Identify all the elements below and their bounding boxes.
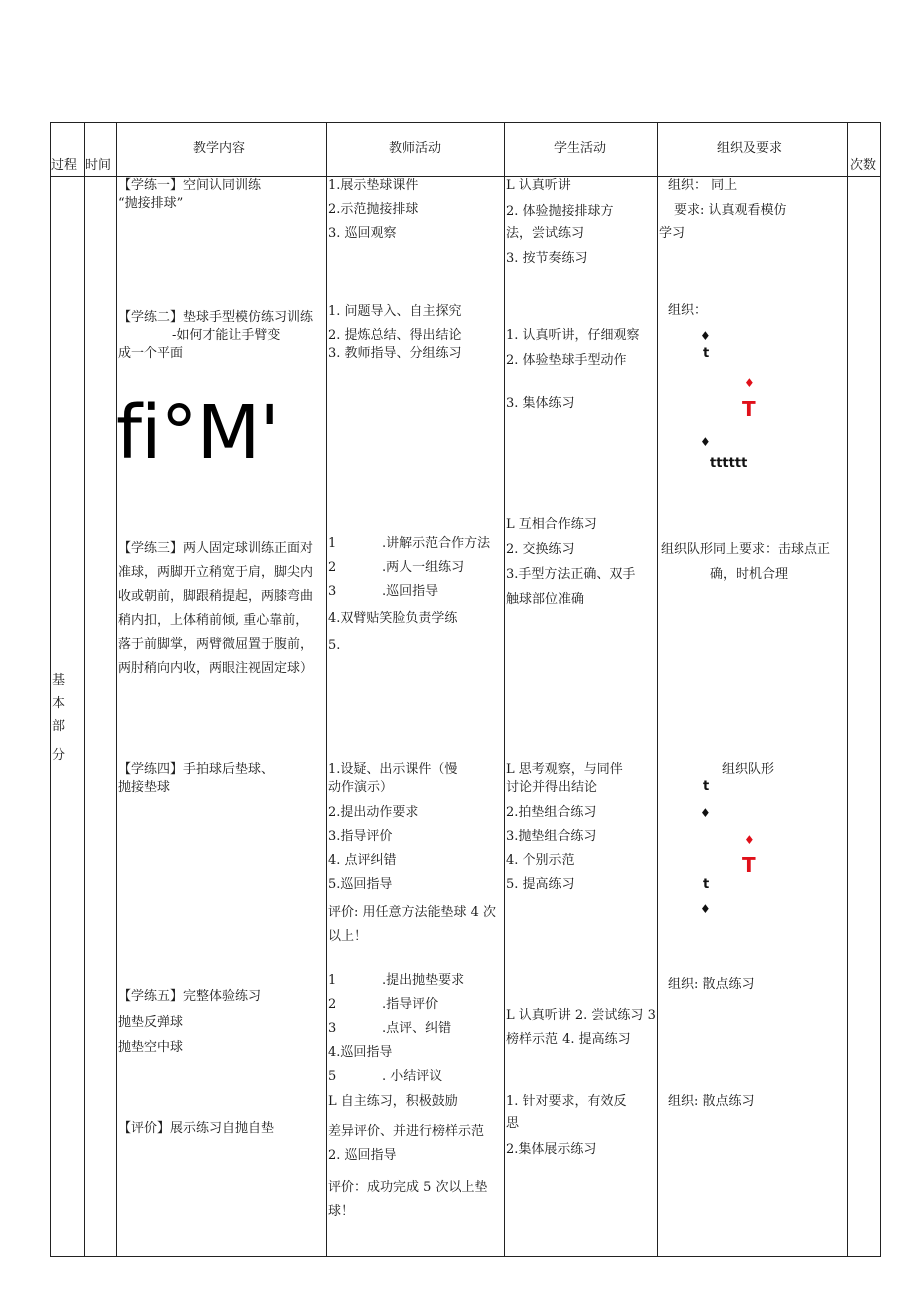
column-divider (116, 122, 117, 1257)
student-text: 5. 提高练习 (506, 877, 575, 892)
org-text: 组织: 散点练习 (668, 1094, 755, 1109)
student-text: 2.拍垫组合练习 (506, 805, 597, 820)
player-row-icon: tttttt (710, 456, 748, 471)
student-text: 3.抛垫组合练习 (506, 829, 597, 844)
student-text: 1. 针对要求，有效反 (506, 1094, 627, 1109)
garbled-large-text: fi°M' (116, 390, 279, 476)
teacher-text: 2.提出动作要求 (328, 805, 419, 820)
student-text: L 认真听讲 (506, 178, 571, 193)
content-text: 【学练五】完整体验练习 (118, 989, 262, 1004)
column-divider (326, 122, 327, 1257)
player-diamond-icon: ♦ (700, 902, 711, 916)
student-text: 2. 体验抛接排球方 (506, 204, 614, 219)
teacher-text: 1. 问题导入、自主探究 (328, 304, 462, 319)
teacher-text: L 自主练习，积极鼓励 (328, 1094, 458, 1109)
content-text: 抛接垫球 (118, 780, 171, 795)
teacher-text: 球！ (328, 1204, 355, 1219)
org-text: 组织： (668, 303, 708, 318)
column-divider (504, 122, 505, 1257)
teacher-text: . 小结评议 (382, 1069, 443, 1084)
teacher-text: 以上！ (328, 929, 368, 944)
student-text: 3.手型方法正确、双手 (506, 567, 636, 582)
player-marker-icon: t (703, 346, 710, 361)
teacher-num: 5 (328, 1069, 337, 1084)
student-text: 1. 认真听讲，仔细观察 (506, 328, 640, 343)
content-text: 稍内扣，上体稍前倾, 重心靠前， (118, 613, 309, 628)
section-label-char: 部 (52, 719, 66, 734)
column-divider (847, 122, 848, 1257)
content-text: “抛接排球” (118, 196, 184, 211)
header-student: 学生活动 (554, 141, 607, 156)
content-text: 抛垫空中球 (118, 1040, 184, 1055)
student-text: 2. 交换练习 (506, 542, 575, 557)
teacher-text: .指导评价 (382, 997, 439, 1012)
teacher-num: 1 (328, 973, 337, 988)
teacher-text: .提出抛垫要求 (382, 973, 465, 988)
teacher-text: 3. 教师指导、分组练习 (328, 346, 462, 361)
teacher-text: 4.双臂贴笑脸负责学练 (328, 611, 458, 626)
org-text: 学习 (659, 226, 686, 241)
player-diamond-icon: ♦ (700, 806, 711, 820)
student-text: 榜样示范 4. 提高练习 (506, 1032, 631, 1047)
student-text: 法，尝试练习 (506, 226, 585, 241)
teacher-num: 3 (328, 584, 337, 599)
teacher-diamond-icon: ♦ (744, 376, 755, 390)
teacher-text: 2. 巡回指导 (328, 1148, 397, 1163)
section-label-char: 分 (52, 748, 66, 763)
teacher-text: 2. 提炼总结、得出结论 (328, 328, 462, 343)
section-label-char: 基 (52, 673, 66, 688)
student-text: L 互相合作练习 (506, 517, 597, 532)
header-count: 次数 (850, 158, 877, 173)
teacher-text: 评价: 用任意方法能垫球 4 次 (328, 905, 497, 920)
header-organization: 组织及要求 (717, 141, 783, 156)
column-divider (657, 122, 658, 1257)
content-text: 准球，两脚开立稍宽于肩，脚尖内 (118, 565, 314, 580)
header-divider (50, 176, 881, 177)
player-marker-icon: t (703, 779, 710, 794)
teacher-marker-icon: T (742, 853, 756, 877)
content-text: 收或朝前，脚跟稍提起，两膝弯曲 (118, 589, 314, 604)
player-diamond-icon: ♦ (700, 435, 711, 449)
teacher-text: 评价：成功完成 5 次以上垫 (328, 1180, 488, 1195)
student-text: 2. 体验垫球手型动作 (506, 353, 627, 368)
teacher-text: 3. 巡回观察 (328, 226, 397, 241)
lesson-table (50, 122, 881, 1257)
teacher-diamond-icon: ♦ (744, 833, 755, 847)
content-text: -如何才能让手臂变 (172, 328, 281, 343)
header-process: 过程 (51, 158, 78, 173)
org-text: 组织： 同上 (668, 178, 738, 193)
section-label-char: 本 (52, 696, 66, 711)
content-text: 抛垫反弹球 (118, 1015, 184, 1030)
content-text: 成一个平面 (118, 346, 184, 361)
teacher-text: .讲解示范合作方法 (382, 536, 491, 551)
student-text: 4. 个别示范 (506, 853, 575, 868)
teacher-text: 3.指导评价 (328, 829, 393, 844)
player-diamond-icon: ♦ (700, 329, 711, 343)
header-content: 教学内容 (193, 141, 246, 156)
content-text: 【评价】展示练习自抛自垫 (118, 1121, 275, 1136)
header-time: 时间 (85, 158, 112, 173)
org-text: 确，时机合理 (710, 567, 789, 582)
teacher-text: 1.展示垫球课件 (328, 178, 419, 193)
teacher-text: 4. 点评纠错 (328, 853, 397, 868)
content-text: 【学练三】两人固定球训练正面对 (118, 541, 314, 556)
student-text: 2.集体展示练习 (506, 1142, 597, 1157)
org-text: 组织队形 (722, 762, 775, 777)
teacher-text: 4.巡回指导 (328, 1045, 393, 1060)
teacher-text: 动作演示） (328, 780, 394, 795)
content-text: 两肘稍向内收，两眼注视固定球） (118, 661, 314, 676)
teacher-num: 3 (328, 1021, 337, 1036)
student-text: 触球部位准确 (506, 592, 585, 607)
student-text: L 认真听讲 2. 尝试练习 3 (506, 1008, 656, 1023)
teacher-marker-icon: T (742, 397, 756, 421)
teacher-num: 2 (328, 997, 337, 1012)
teacher-text: .巡回指导 (382, 584, 439, 599)
student-text: 3. 按节奏练习 (506, 251, 588, 266)
org-text: 要求: 认真观看模仿 (674, 203, 787, 218)
content-text: 【学练一】空间认同训练 (118, 178, 262, 193)
teacher-text: .两人一组练习 (382, 560, 465, 575)
teacher-text: 5.巡回指导 (328, 877, 393, 892)
student-text: 思 (506, 1116, 520, 1131)
org-text: 组织队形同上要求：击球点正 (661, 542, 831, 557)
content-text: 落于前脚掌，两臂微屈置于腹前， (118, 637, 314, 652)
content-text: 【学练四】手拍球后垫球、 (118, 762, 275, 777)
teacher-text: 1.设疑、出示课件（慢 (328, 762, 458, 777)
student-text: 3. 集体练习 (506, 396, 575, 411)
teacher-num: 1 (328, 536, 337, 551)
player-marker-icon: t (703, 877, 710, 892)
student-text: L 思考观察，与同伴 (506, 762, 623, 777)
teacher-num: 2 (328, 560, 337, 575)
teacher-text: 差异评价、并进行榜样示范 (328, 1124, 485, 1139)
column-divider (84, 122, 85, 1257)
header-teacher: 教师活动 (389, 141, 442, 156)
org-text: 组织: 散点练习 (668, 977, 755, 992)
teacher-text: 5. (328, 638, 341, 653)
teacher-text: 2.示范抛接排球 (328, 202, 419, 217)
content-text: 【学练二】垫球手型模仿练习训练 (118, 310, 314, 325)
student-text: 讨论并得出结论 (506, 780, 598, 795)
teacher-text: .点评、纠错 (382, 1021, 452, 1036)
